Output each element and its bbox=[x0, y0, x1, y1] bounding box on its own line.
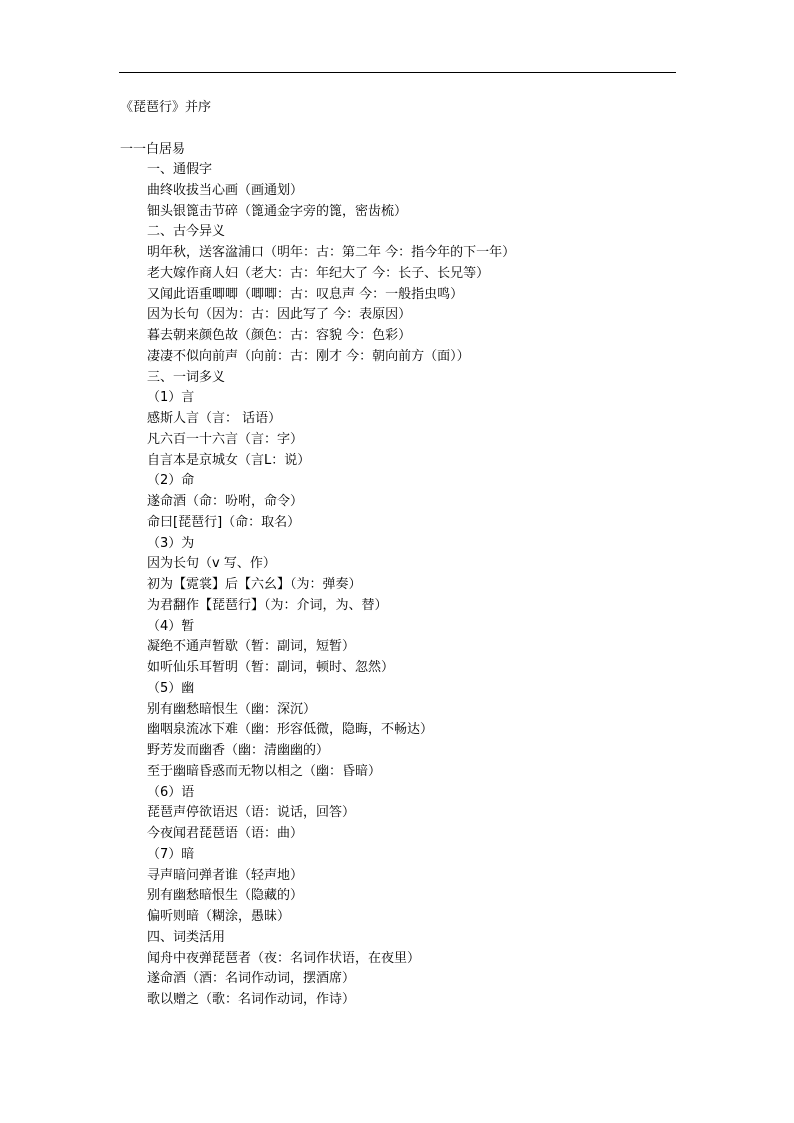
body-lines bbox=[147, 160, 707, 1011]
text-line: （6）语 bbox=[147, 784, 195, 800]
text-line: 凝绝不通声暂歇（暂：副词，短暂） bbox=[147, 639, 356, 655]
text-line: 至于幽暗昏惑而无物以相之（幽：昏暗） bbox=[147, 763, 382, 779]
text-line: 别有幽愁暗恨生（隐藏的） bbox=[147, 888, 304, 904]
text-line: 如听仙乐耳暂明（暂：副词，顿时、忽然） bbox=[147, 660, 395, 675]
text-line: 琵琶声停欲语迟（语：说话，回答） bbox=[147, 805, 356, 821]
text-line: 为君翻作【琵琶行】（为：介词，为、替） bbox=[147, 597, 388, 613]
text-line: 三、一词多义 bbox=[147, 369, 226, 385]
text-line: 因为长句（v 写、作） bbox=[147, 556, 276, 572]
text-line: 歌以赠之（歌：名词作动词，作诗） bbox=[147, 992, 356, 1007]
text-line: 初为【霓裳】后【六幺】（为：弹奏） bbox=[147, 577, 362, 592]
text-line: 感斯人言（言： 话语） bbox=[147, 411, 282, 426]
text-line: 钿头银篦击节碎（篦通金字旁的篦，密齿梳） bbox=[147, 203, 408, 219]
text-line: 遂命酒（酒：名词作动词，摆酒席） bbox=[147, 971, 356, 987]
header-rule bbox=[119, 72, 676, 73]
text-line: 一、通假字 bbox=[147, 162, 213, 177]
document-title: 《琵琶行》并序 bbox=[120, 100, 212, 115]
text-line: 又闻此语重唧唧（唧唧：古：叹息声 今：一般指虫鸣） bbox=[147, 286, 464, 302]
text-line: （5）幽 bbox=[147, 680, 195, 696]
text-line: 遂命酒（命：吩咐，命令） bbox=[147, 494, 304, 509]
text-line: 老大嫁作商人妇（老大：古：年纪大了 今：长子、长兄等） bbox=[147, 265, 490, 281]
text-line: （3）为 bbox=[147, 535, 195, 551]
text-line: 凡六百一十六言（言：字） bbox=[147, 431, 304, 447]
text-line: （7）暗 bbox=[147, 846, 195, 862]
text-line: 二、古今异义 bbox=[147, 224, 226, 240]
text-line: 因为长句（因为：古：因此写了 今：表原因） bbox=[147, 307, 412, 323]
text-line: 自言本是京城女（言L：说） bbox=[147, 452, 311, 468]
text-line: 今夜闻君琵琶语（语：曲） bbox=[147, 826, 304, 841]
text-line: 明年秋，送客湓浦口（明年：古：第二年 今：指今年的下一年） bbox=[147, 245, 516, 260]
author-line: 一一白居易 bbox=[120, 142, 186, 157]
text-line: （2）命 bbox=[147, 473, 195, 489]
text-line: 野芳发而幽香（幽：清幽幽的） bbox=[147, 743, 330, 758]
text-line: 闻舟中夜弹琵琶者（夜：名词作状语，在夜里） bbox=[147, 950, 421, 966]
text-line: 暮去朝来颜色故（颜色：古：容貌 今：色彩） bbox=[147, 328, 412, 343]
text-line: 偏听则暗（糊涂，愚昧） bbox=[147, 909, 291, 924]
text-line: 命曰[琵琶行]（命：取名） bbox=[147, 514, 301, 530]
text-line: 寻声暗问弹者谁（轻声地） bbox=[147, 867, 304, 883]
text-line: 幽咽泉流冰下难（幽：形容低微，隐晦，不畅达） bbox=[147, 722, 434, 738]
text-line: 别有幽愁暗恨生（幽：深沉） bbox=[147, 701, 317, 717]
text-line: （4）暂 bbox=[147, 618, 195, 634]
text-line: 曲终收拔当心画（画通划） bbox=[147, 182, 304, 198]
text-line: 四、词类活用 bbox=[147, 929, 226, 945]
text-line: 凄凄不似向前声（向前：古：刚才 今：朝向前方（面）） bbox=[147, 348, 470, 364]
text-line: （1）言 bbox=[147, 390, 195, 406]
